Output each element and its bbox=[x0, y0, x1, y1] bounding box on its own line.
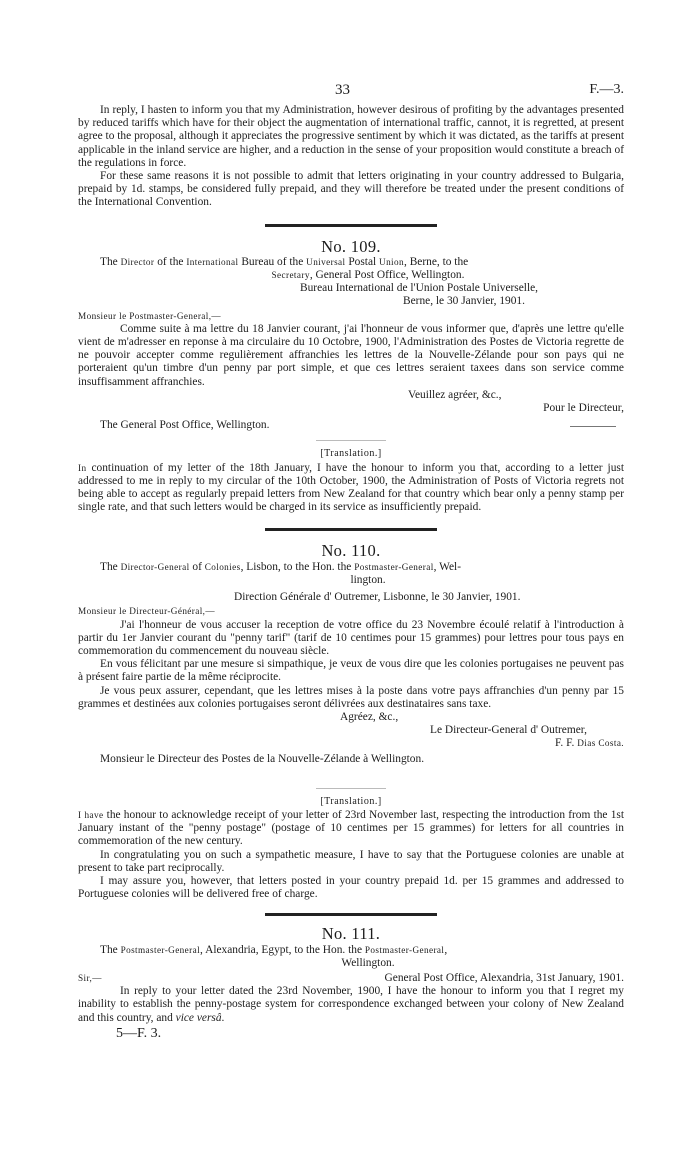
letter-closing: Veuillez agréer, &c., bbox=[408, 388, 502, 401]
letter-addressee-row bbox=[78, 419, 624, 432]
letter-number-heading: No. 110. bbox=[321, 541, 381, 561]
page-number: 33 bbox=[335, 82, 350, 98]
letter-paragraph-1: J'ai l'honneur de vous accuser la reception de votre office du 23 Novembre écoulé relatif à l'introduction à partir du 1er Janvier courant du "penny tarif" (tarif de 10 centimes pour 15 grammes) pour lettres pour tous pays en commemoration du commencement du nouveau siècle. bbox=[78, 618, 624, 657]
letter-dateline: Bureau International de l'Union Postale Universelle, bbox=[300, 282, 539, 295]
signature-dash bbox=[570, 426, 616, 432]
section-divider bbox=[265, 528, 437, 531]
letter-111 bbox=[78, 924, 624, 1024]
letter-number-heading: No. 111. bbox=[321, 924, 381, 944]
letter-from-line: The Director-General of Colonies, Lisbon, to the Hon. the Postmaster-General, Wel- bbox=[100, 560, 462, 573]
letter-addressee: The General Post Office, Wellington. bbox=[100, 419, 270, 432]
letter-paragraph-2: En vous félicitant par une mesure si simpathique, je veux de vous dire que les colonies portugaises ne peuvent pas à présent faire partie de la même réciprocite. bbox=[78, 658, 624, 684]
letter-closing-signatory: Pour le Directeur, bbox=[543, 402, 624, 415]
letter-salutation: Monsieur le Postmaster-General,— bbox=[78, 310, 221, 321]
letter-from-line-continued: lington. bbox=[350, 573, 386, 586]
letter-body: In reply to your letter dated the 23rd November, 1900, I have the honour to inform you that I regret my inability to establish the penny-postage system for correspondence exchanged between your colony of New Zealand and this country, and vice versâ. bbox=[78, 985, 624, 1024]
translation-paragraph-2: In congratulating you on such a sympathetic measure, I have to say that the Portuguese colonies are unable at present to take part reciprocally. bbox=[78, 848, 624, 874]
page-body bbox=[78, 104, 624, 1040]
letter-dateline-place-date: Berne, le 30 Janvier, 1901. bbox=[403, 295, 525, 308]
letter-signature: F. F. Dias Costa. bbox=[554, 737, 624, 750]
letter-dateline: Direction Générale d' Outremer, Lisbonne, le 30 Janvier, 1901. bbox=[234, 591, 521, 604]
letter-closing: Agréez, &c., bbox=[340, 710, 399, 723]
letter-paragraph-3: Je vous peux assurer, cependant, que les lettres mises à la poste dans votre pays affranchies d'un penny par 15 grammes et destinées aux colonies portugaises seront délivrées aux destinataires sans taxe. bbox=[78, 684, 624, 710]
letter-109 bbox=[78, 236, 624, 515]
translation-divider bbox=[316, 440, 386, 441]
translation-paragraph-1: I have the honour to acknowledge receipt of your letter of 23rd November last, respecting the introduction from the 1st January instant of the "penny postage" (postage of 10 centimes per 15 grammes) for letters for all countries in commemoration of the new century. bbox=[78, 808, 624, 848]
letter-body: Comme suite à ma lettre du 18 Janvier courant, j'ai l'honneur de vous informer que, d'après une lettre qu'elle vient de m'adresser en reponse à ma circulaire du 10 Octobre, 1900, l'Administration des Postes de Victoria regrette de ne pouvoir accepter comme regulièrement affranchies les lettres de la Nouvelle-Zélande pour son pays qui ne porteraient qu'un timbre d'un penny par port simple, et que ces lettres seraient taxees dans son service comme insuffisamment affranchies. bbox=[78, 322, 624, 388]
letter-salutation: Sir,— bbox=[78, 972, 102, 983]
document-reference: F.—3. bbox=[589, 82, 624, 97]
signature-reference: 5—F. 3. bbox=[116, 1025, 162, 1041]
translation-label: [Translation.] bbox=[320, 795, 382, 807]
section-divider bbox=[265, 224, 437, 227]
page-header bbox=[0, 82, 700, 102]
letter-from-line: The Postmaster-General, Alexandria, Egypt, to the Hon. the Postmaster-General, bbox=[100, 943, 448, 956]
letter-salutation: Monsieur le Directeur-Général,— bbox=[78, 606, 215, 617]
letter-salutation-row bbox=[78, 972, 624, 985]
translation-label: [Translation.] bbox=[320, 448, 382, 460]
letter-from-line: The Director of the International Bureau of the Universal Postal Union, Berne, to the bbox=[100, 255, 469, 268]
letter-from-line-continued: Wellington. bbox=[341, 956, 395, 969]
letter-dateline: General Post Office, Alexandria, 31st January, 1901. bbox=[384, 971, 624, 984]
letter-closing-signatory: Le Directeur-General d' Outremer, bbox=[430, 724, 587, 737]
intro-paragraph-2: For these same reasons it is not possible to admit that letters originating in your country addressed to Bulgaria, prepaid by 1d. stamps, be considered fully prepaid, and they will therefore be treated under the present conditions of the International Convention. bbox=[78, 170, 624, 209]
intro-paragraph-1: In reply, I hasten to inform you that my Administration, however desirous of profiting by the advantages presented by reduced tariffs which have for their object the augmentation of international traffic, cannot, it is regretted, at present agree to the proposal, although it appreciates the progressive sentiment by which it was dictated, as the tariffs at present applicable in the inland service are higher, and a reduction in the sense of your proposition would constitute a breach of the regulations in force. bbox=[78, 104, 624, 169]
letter-from-line-continued: Secretary, General Post Office, Wellington. bbox=[271, 269, 465, 282]
section-divider bbox=[265, 913, 437, 916]
translation-body: In continuation of my letter of the 18th January, I have the honour to inform you that, according to a letter just addressed to me in reply to my circular of the 10th October, 1900, the Administration of Posts of Victoria regrets not being able to accept as regularly prepaid letters from New Zealand for that country which bear only a penny stamp per single rate, and that such letters would be charged in its service as insufficiently prepaid. bbox=[78, 461, 624, 514]
translation-paragraph-3: I may assure you, however, that letters posted in your country prepaid 1d. per 15 grammes and addressed to Portuguese colonies will be delivered free of charge. bbox=[78, 874, 624, 901]
letter-number-heading: No. 109. bbox=[321, 236, 381, 256]
letter-addressee: Monsieur le Directeur des Postes de la Nouvelle-Zélande à Wellington. bbox=[100, 752, 425, 765]
translation-divider bbox=[316, 788, 386, 789]
letter-110 bbox=[78, 541, 624, 901]
